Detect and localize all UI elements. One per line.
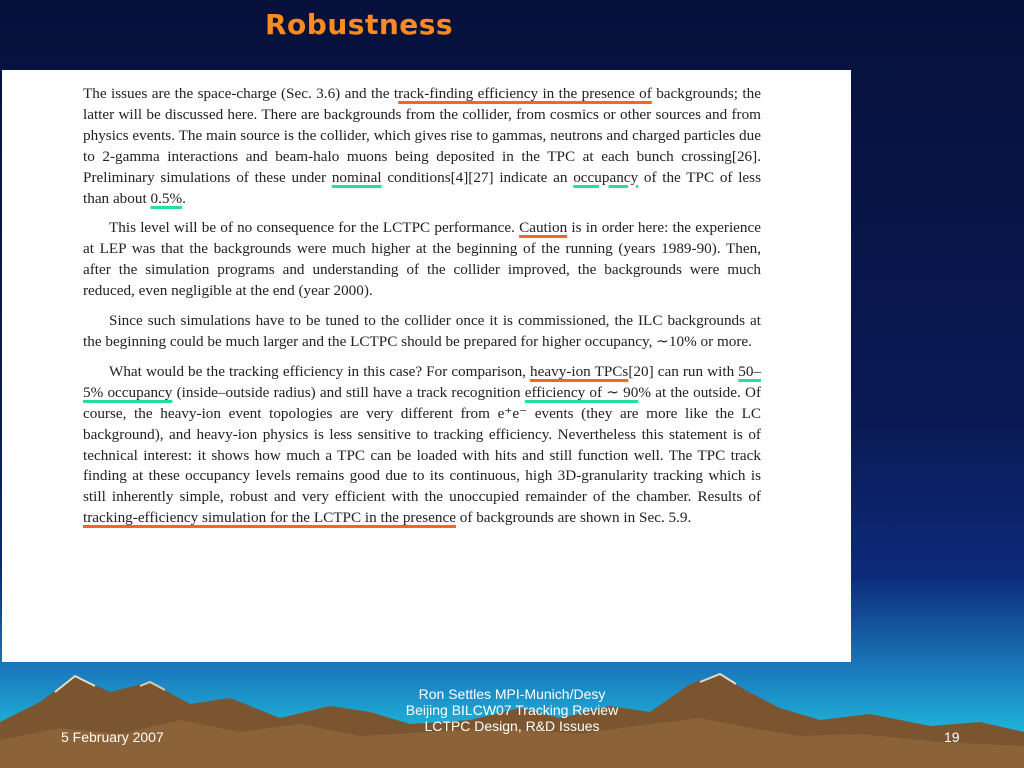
highlight-orange: heavy-ion TPCs	[530, 362, 629, 380]
text-run: .	[182, 189, 186, 207]
paragraph-4	[83, 362, 761, 529]
paragraph-1	[83, 84, 761, 209]
footer-date: 5 February 2007	[61, 729, 164, 745]
text-run: of the TPC of less than about	[83, 168, 761, 207]
text-run: The issues are the space-charge (Sec. 3.6) and the t	[83, 85, 399, 102]
footer-event: Beijing BILCW07 Tracking Review	[405, 702, 619, 718]
text-run: is in order here: the experience at LEP was that the backgrounds were much higher at the beginning of the running (years 1989-90). Then, after the simulation programs and understanding of the collider improved, the backgrounds were much reduced, even negligible at the end (year 2000).	[83, 219, 761, 300]
text-run: (inside–outside radius) and still have a track recognition	[172, 383, 525, 401]
highlight-orange: Caution	[519, 219, 568, 237]
footer-topic: LCTPC Design, R&D Issues	[424, 718, 600, 734]
highlight-green: efficiency of ∼ 90	[524, 383, 639, 401]
text-run: backgrounds; the latter will be discussed here. There are backgrounds from the collider, from cosmics or other sources and from physics events. The main source is the collider, which gives rise to gammas, neutrons and charged particles due to 2-gamma interactions and beam-halo muons being deposited in the TPC at each bunch crossing[26]. Preliminary simulations of these under	[83, 85, 761, 186]
footer-info	[362, 686, 662, 734]
text-run: % at the outside. Of course, the heavy-ion event topologies are very different from e⁺e⁻ events (they are more like the LC background), and heavy-ion physics is less sensitive to tracking efficiency. Nevertheless this statement is of technical interest: it shows how much a TPC can be loaded with hits and still function well. The TPC track finding at these occupancy levels remains good due to its continuous, high 3D-granularity tracking which is still inherently simple, robust and very efficient with the unoccupied remainder of the chamber. Results of	[83, 383, 761, 506]
text-run: This level will be of no consequence for the LCTPC performance.	[109, 219, 520, 237]
text-run: [20] can run with	[628, 362, 739, 380]
highlight-orange: tracking-efficiency simulation for the LCTPC in the presence	[83, 509, 456, 527]
paragraph-3: Since such simulations have to be tuned to the collider once it is commissioned, the ILC backgrounds at the beginning could be much larger and the LCTPC should be prepared for higher occupancy, ∼10% or more.	[83, 312, 761, 350]
slide-number: 19	[944, 729, 960, 745]
document-text	[83, 84, 761, 538]
text-run: of backgrounds are shown in Sec. 5.9.	[455, 509, 692, 527]
document-excerpt	[2, 70, 851, 662]
highlight-green: nominal	[331, 168, 382, 186]
highlight-green: occupancy	[573, 168, 639, 186]
text-run: conditions[4][27] indicate an	[381, 168, 574, 186]
text-run: What would be the tracking efficiency in this case? For comparison,	[109, 362, 531, 380]
paragraph-2	[83, 218, 761, 302]
highlight-green: 50–5% occupancy	[83, 362, 762, 401]
slide-title: Robustness	[265, 8, 454, 41]
highlight-orange: rack-finding efficiency in the presence of	[398, 85, 652, 102]
highlight-green: 0.5%	[150, 189, 183, 207]
footer-author: Ron Settles MPI-Munich/Desy	[418, 686, 606, 702]
